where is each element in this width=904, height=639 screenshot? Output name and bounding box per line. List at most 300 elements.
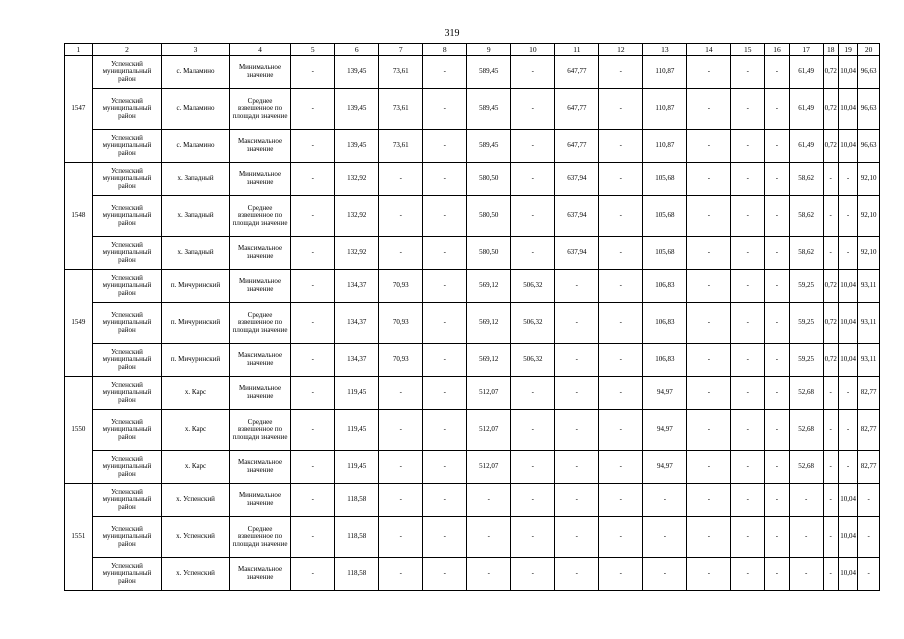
table-cell: - [555, 517, 599, 558]
table-cell: - [731, 377, 765, 410]
table-cell: Успенский муниципальный район [92, 56, 162, 89]
table-cell: - [765, 196, 790, 237]
table-cell: Минимальное значение [229, 270, 290, 303]
column-number: 1 [65, 44, 93, 56]
table-cell: 58,62 [789, 237, 823, 270]
table-cell: - [423, 130, 467, 163]
table-cell: - [823, 410, 838, 451]
table-cell: - [765, 163, 790, 196]
table-row [65, 89, 880, 130]
table-cell: х. Карс [162, 451, 230, 484]
table-cell: х. Карс [162, 377, 230, 410]
table-cell: - [291, 451, 335, 484]
table-cell: Среднее взвешенное по площади значение [229, 89, 290, 130]
table-cell: - [687, 517, 731, 558]
table-cell: - [823, 196, 838, 237]
column-number: 3 [162, 44, 230, 56]
table-cell: - [555, 303, 599, 344]
table-cell: 118,58 [335, 517, 379, 558]
table-cell: - [765, 451, 790, 484]
table-cell: - [599, 196, 643, 237]
table-cell: 589,45 [467, 56, 511, 89]
table-cell: - [291, 484, 335, 517]
table-cell: - [599, 270, 643, 303]
table-cell: 105,68 [643, 196, 687, 237]
table-cell: 580,50 [467, 196, 511, 237]
table-cell: - [511, 558, 555, 591]
table-cell: Максимальное значение [229, 558, 290, 591]
table-cell: с. Маламино [162, 56, 230, 89]
table-cell: - [599, 130, 643, 163]
table-cell: - [643, 484, 687, 517]
table-row [65, 558, 880, 591]
table-cell: 93,11 [858, 303, 880, 344]
table-cell: 93,11 [858, 344, 880, 377]
table-cell: х. Успенский [162, 558, 230, 591]
table-cell: - [687, 558, 731, 591]
table-cell: Максимальное значение [229, 344, 290, 377]
table-cell: Максимальное значение [229, 237, 290, 270]
table-cell: - [511, 377, 555, 410]
table-cell: 92,10 [858, 163, 880, 196]
table-cell: Среднее взвешенное по площади значение [229, 410, 290, 451]
table-cell: 94,97 [643, 451, 687, 484]
table-cell: - [599, 344, 643, 377]
column-number: 15 [731, 44, 765, 56]
column-number: 11 [555, 44, 599, 56]
table-cell: - [291, 558, 335, 591]
table-cell: Успенский муниципальный район [92, 130, 162, 163]
table-cell: - [291, 270, 335, 303]
column-number: 16 [765, 44, 790, 56]
table-cell: 59,25 [789, 303, 823, 344]
table-cell: - [687, 89, 731, 130]
table-cell: - [731, 196, 765, 237]
table-row [65, 196, 880, 237]
table-cell: Максимальное значение [229, 451, 290, 484]
table-cell: 637,94 [555, 163, 599, 196]
table-cell: Среднее взвешенное по площади значение [229, 517, 290, 558]
table-row [65, 163, 880, 196]
table-cell: - [423, 484, 467, 517]
table-cell: - [823, 377, 838, 410]
table-cell: - [858, 484, 880, 517]
table-cell: - [423, 303, 467, 344]
column-number: 5 [291, 44, 335, 56]
table-cell: 512,07 [467, 451, 511, 484]
table-cell: - [687, 130, 731, 163]
table-cell: - [423, 56, 467, 89]
column-number: 13 [643, 44, 687, 56]
table-cell: - [291, 196, 335, 237]
table-cell: х. Карс [162, 410, 230, 451]
table-cell: - [838, 163, 857, 196]
table-cell: - [765, 89, 790, 130]
table-cell: - [789, 517, 823, 558]
table-cell: 96,63 [858, 130, 880, 163]
table-cell: Успенский муниципальный район [92, 196, 162, 237]
table-cell: 73,61 [379, 130, 423, 163]
table-cell: х. Успенский [162, 517, 230, 558]
table-cell: - [511, 130, 555, 163]
table-row [65, 237, 880, 270]
table-cell: - [823, 237, 838, 270]
table-cell: - [731, 558, 765, 591]
table-cell: - [765, 517, 790, 558]
table-cell: 94,97 [643, 410, 687, 451]
table-cell: - [555, 377, 599, 410]
table-cell: 52,68 [789, 377, 823, 410]
table-cell: - [687, 344, 731, 377]
table-cell: 59,25 [789, 344, 823, 377]
table-cell: - [687, 484, 731, 517]
table-cell: - [467, 558, 511, 591]
table-cell: - [599, 89, 643, 130]
table-cell: 70,93 [379, 344, 423, 377]
table-cell: 106,83 [643, 344, 687, 377]
table-cell: - [823, 517, 838, 558]
row-number-cell: 1551 [65, 484, 93, 591]
table-cell: - [731, 517, 765, 558]
table-cell: 10,04 [838, 130, 857, 163]
column-number: 18 [823, 44, 838, 56]
table-cell: 506,32 [511, 344, 555, 377]
table-cell: 118,58 [335, 558, 379, 591]
table-cell: Успенский муниципальный район [92, 303, 162, 344]
table-cell: 134,37 [335, 303, 379, 344]
table-cell: 92,10 [858, 237, 880, 270]
column-number: 8 [423, 44, 467, 56]
table-cell: - [511, 237, 555, 270]
table-row [65, 517, 880, 558]
table-cell: 0,72 [823, 56, 838, 89]
table-cell: Среднее взвешенное по площади значение [229, 303, 290, 344]
table-cell: 106,83 [643, 270, 687, 303]
table-cell: 132,92 [335, 237, 379, 270]
table-cell: - [687, 451, 731, 484]
table-cell: Успенский муниципальный район [92, 484, 162, 517]
table-cell: 82,77 [858, 410, 880, 451]
column-number: 6 [335, 44, 379, 56]
table-cell: - [555, 484, 599, 517]
table-cell: - [599, 451, 643, 484]
table-cell: - [555, 410, 599, 451]
table-cell: - [291, 377, 335, 410]
table-cell: - [765, 303, 790, 344]
table-cell: с. Маламино [162, 130, 230, 163]
table-cell: - [423, 163, 467, 196]
table-cell: - [731, 410, 765, 451]
table-row [65, 303, 880, 344]
table-cell: Минимальное значение [229, 56, 290, 89]
table-cell: - [789, 558, 823, 591]
table-cell: - [731, 270, 765, 303]
table-cell: - [687, 410, 731, 451]
table-cell: 105,68 [643, 163, 687, 196]
table-cell: - [291, 163, 335, 196]
table-cell: - [511, 484, 555, 517]
table-cell: Среднее взвешенное по площади значение [229, 196, 290, 237]
table-row [65, 344, 880, 377]
table-cell: 512,07 [467, 377, 511, 410]
table-cell: х. Западный [162, 237, 230, 270]
table-cell: - [379, 410, 423, 451]
table-cell: - [423, 344, 467, 377]
column-number: 4 [229, 44, 290, 56]
column-number: 14 [687, 44, 731, 56]
table-cell: - [379, 196, 423, 237]
table-cell: 569,12 [467, 270, 511, 303]
table-cell: - [765, 410, 790, 451]
table-row [65, 410, 880, 451]
tariff-table [64, 43, 880, 591]
table-cell: - [423, 237, 467, 270]
table-cell: - [731, 344, 765, 377]
table-cell: - [823, 163, 838, 196]
table-cell: - [511, 163, 555, 196]
table-cell: - [291, 130, 335, 163]
table-cell: - [765, 377, 790, 410]
table-cell: - [423, 196, 467, 237]
column-number-row [65, 44, 880, 56]
table-cell: - [838, 410, 857, 451]
row-number-cell: 1549 [65, 270, 93, 377]
table-cell: - [765, 130, 790, 163]
column-number: 9 [467, 44, 511, 56]
table-cell: - [555, 270, 599, 303]
table-cell: - [823, 484, 838, 517]
table-cell: - [511, 517, 555, 558]
table-cell: 73,61 [379, 89, 423, 130]
table-cell: - [599, 484, 643, 517]
table-cell: 58,62 [789, 196, 823, 237]
table-cell: 96,63 [858, 89, 880, 130]
table-cell: 93,11 [858, 270, 880, 303]
table-cell: - [858, 517, 880, 558]
table-cell: - [687, 237, 731, 270]
table-cell: - [379, 377, 423, 410]
table-row [65, 377, 880, 410]
table-cell: Успенский муниципальный район [92, 410, 162, 451]
table-cell: - [467, 517, 511, 558]
table-cell: 70,93 [379, 270, 423, 303]
table-cell: - [555, 558, 599, 591]
table-cell: 119,45 [335, 451, 379, 484]
table-cell: 110,87 [643, 56, 687, 89]
table-cell: - [291, 89, 335, 130]
table-cell: - [423, 270, 467, 303]
table-cell: 52,68 [789, 410, 823, 451]
table-cell: 52,68 [789, 451, 823, 484]
table-cell: Успенский муниципальный район [92, 89, 162, 130]
table-cell: - [467, 484, 511, 517]
table-cell: - [731, 484, 765, 517]
column-number: 10 [511, 44, 555, 56]
table-cell: - [823, 558, 838, 591]
table-cell: - [291, 517, 335, 558]
table-cell: 10,04 [838, 56, 857, 89]
table-cell: - [731, 451, 765, 484]
table-cell: - [599, 56, 643, 89]
table-cell: 580,50 [467, 163, 511, 196]
table-cell: - [291, 237, 335, 270]
table-cell: 637,94 [555, 196, 599, 237]
table-cell: 96,63 [858, 56, 880, 89]
table-cell: - [291, 56, 335, 89]
table-cell: - [511, 410, 555, 451]
table-cell: 637,94 [555, 237, 599, 270]
table-cell: х. Западный [162, 196, 230, 237]
table-cell: 59,25 [789, 270, 823, 303]
column-number: 17 [789, 44, 823, 56]
table-cell: - [423, 558, 467, 591]
table-cell: 82,77 [858, 377, 880, 410]
table-cell: - [379, 163, 423, 196]
table-cell: 647,77 [555, 56, 599, 89]
column-number: 19 [838, 44, 857, 56]
table-cell: 134,37 [335, 270, 379, 303]
table-cell: - [423, 410, 467, 451]
table-cell: - [731, 237, 765, 270]
table-cell: - [423, 517, 467, 558]
table-cell: 0,72 [823, 270, 838, 303]
table-cell: - [858, 558, 880, 591]
table-cell: - [379, 451, 423, 484]
table-cell: - [765, 344, 790, 377]
table-cell: - [838, 196, 857, 237]
table-cell: 73,61 [379, 56, 423, 89]
table-cell: - [291, 303, 335, 344]
table-cell: х. Успенский [162, 484, 230, 517]
table-cell: - [511, 56, 555, 89]
table-cell: 139,45 [335, 130, 379, 163]
table-cell: - [423, 377, 467, 410]
table-cell: 506,32 [511, 270, 555, 303]
table-cell: 132,92 [335, 163, 379, 196]
table-cell: п. Мичуринский [162, 344, 230, 377]
table-cell: 10,04 [838, 484, 857, 517]
table-cell: 134,37 [335, 344, 379, 377]
table-cell: - [687, 303, 731, 344]
table-cell: Минимальное значение [229, 377, 290, 410]
table-cell: - [599, 303, 643, 344]
table-cell: - [291, 344, 335, 377]
table-cell: Успенский муниципальный район [92, 344, 162, 377]
table-cell: 580,50 [467, 237, 511, 270]
table-cell: - [423, 89, 467, 130]
table-cell: - [555, 451, 599, 484]
table-cell: - [731, 56, 765, 89]
table-cell: 569,12 [467, 344, 511, 377]
table-cell: - [599, 237, 643, 270]
row-number-cell: 1550 [65, 377, 93, 484]
table-cell: - [687, 56, 731, 89]
table-cell: 105,68 [643, 237, 687, 270]
table-cell: 0,72 [823, 303, 838, 344]
table-cell: Максимальное значение [229, 130, 290, 163]
table-cell: 119,45 [335, 377, 379, 410]
table-cell: 70,93 [379, 303, 423, 344]
table-cell: 10,04 [838, 303, 857, 344]
column-number: 7 [379, 44, 423, 56]
table-cell: - [731, 163, 765, 196]
table-cell: - [731, 130, 765, 163]
table-cell: - [838, 377, 857, 410]
table-cell: 94,97 [643, 377, 687, 410]
table-row [65, 56, 880, 89]
table-cell: 0,72 [823, 130, 838, 163]
table-cell: 110,87 [643, 130, 687, 163]
table-cell: - [765, 484, 790, 517]
table-cell: - [687, 163, 731, 196]
table-cell: 82,77 [858, 451, 880, 484]
table-cell: - [599, 163, 643, 196]
table-cell: Успенский муниципальный район [92, 517, 162, 558]
table-cell: - [789, 484, 823, 517]
table-cell: - [599, 517, 643, 558]
table-cell: Успенский муниципальный район [92, 270, 162, 303]
table-row [65, 270, 880, 303]
table-cell: Успенский муниципальный район [92, 377, 162, 410]
table-cell: - [599, 410, 643, 451]
table-cell: 10,04 [838, 270, 857, 303]
table-cell: 118,58 [335, 484, 379, 517]
table-cell: - [687, 196, 731, 237]
table-cell: - [379, 484, 423, 517]
table-cell: п. Мичуринский [162, 303, 230, 344]
table-cell: - [511, 451, 555, 484]
table-cell: 92,10 [858, 196, 880, 237]
column-number: 2 [92, 44, 162, 56]
table-cell: - [643, 558, 687, 591]
table-cell: 10,04 [838, 517, 857, 558]
table-cell: - [423, 451, 467, 484]
table-cell: - [765, 237, 790, 270]
table-cell: - [643, 517, 687, 558]
column-number: 12 [599, 44, 643, 56]
table-cell: 119,45 [335, 410, 379, 451]
table-cell: 569,12 [467, 303, 511, 344]
table-cell: 61,49 [789, 89, 823, 130]
table-cell: Успенский муниципальный район [92, 237, 162, 270]
table-cell: - [379, 517, 423, 558]
table-cell: 506,32 [511, 303, 555, 344]
table-cell: - [687, 377, 731, 410]
table-body [65, 44, 880, 591]
table-cell: 589,45 [467, 130, 511, 163]
table-cell: - [291, 410, 335, 451]
table-cell: - [379, 558, 423, 591]
table-cell: Успенский муниципальный район [92, 163, 162, 196]
table-cell: п. Мичуринский [162, 270, 230, 303]
table-cell: 647,77 [555, 89, 599, 130]
table-cell: с. Маламино [162, 89, 230, 130]
table-cell: 58,62 [789, 163, 823, 196]
table-cell: - [731, 89, 765, 130]
table-cell: - [765, 56, 790, 89]
table-cell: Минимальное значение [229, 484, 290, 517]
table-cell: 0,72 [823, 344, 838, 377]
table-cell: - [823, 451, 838, 484]
table-cell: 132,92 [335, 196, 379, 237]
table-cell: - [731, 303, 765, 344]
table-cell: 110,87 [643, 89, 687, 130]
row-number-cell: 1548 [65, 163, 93, 270]
table-row [65, 451, 880, 484]
table-cell: х. Западный [162, 163, 230, 196]
table-cell: - [838, 237, 857, 270]
table-cell: - [555, 344, 599, 377]
